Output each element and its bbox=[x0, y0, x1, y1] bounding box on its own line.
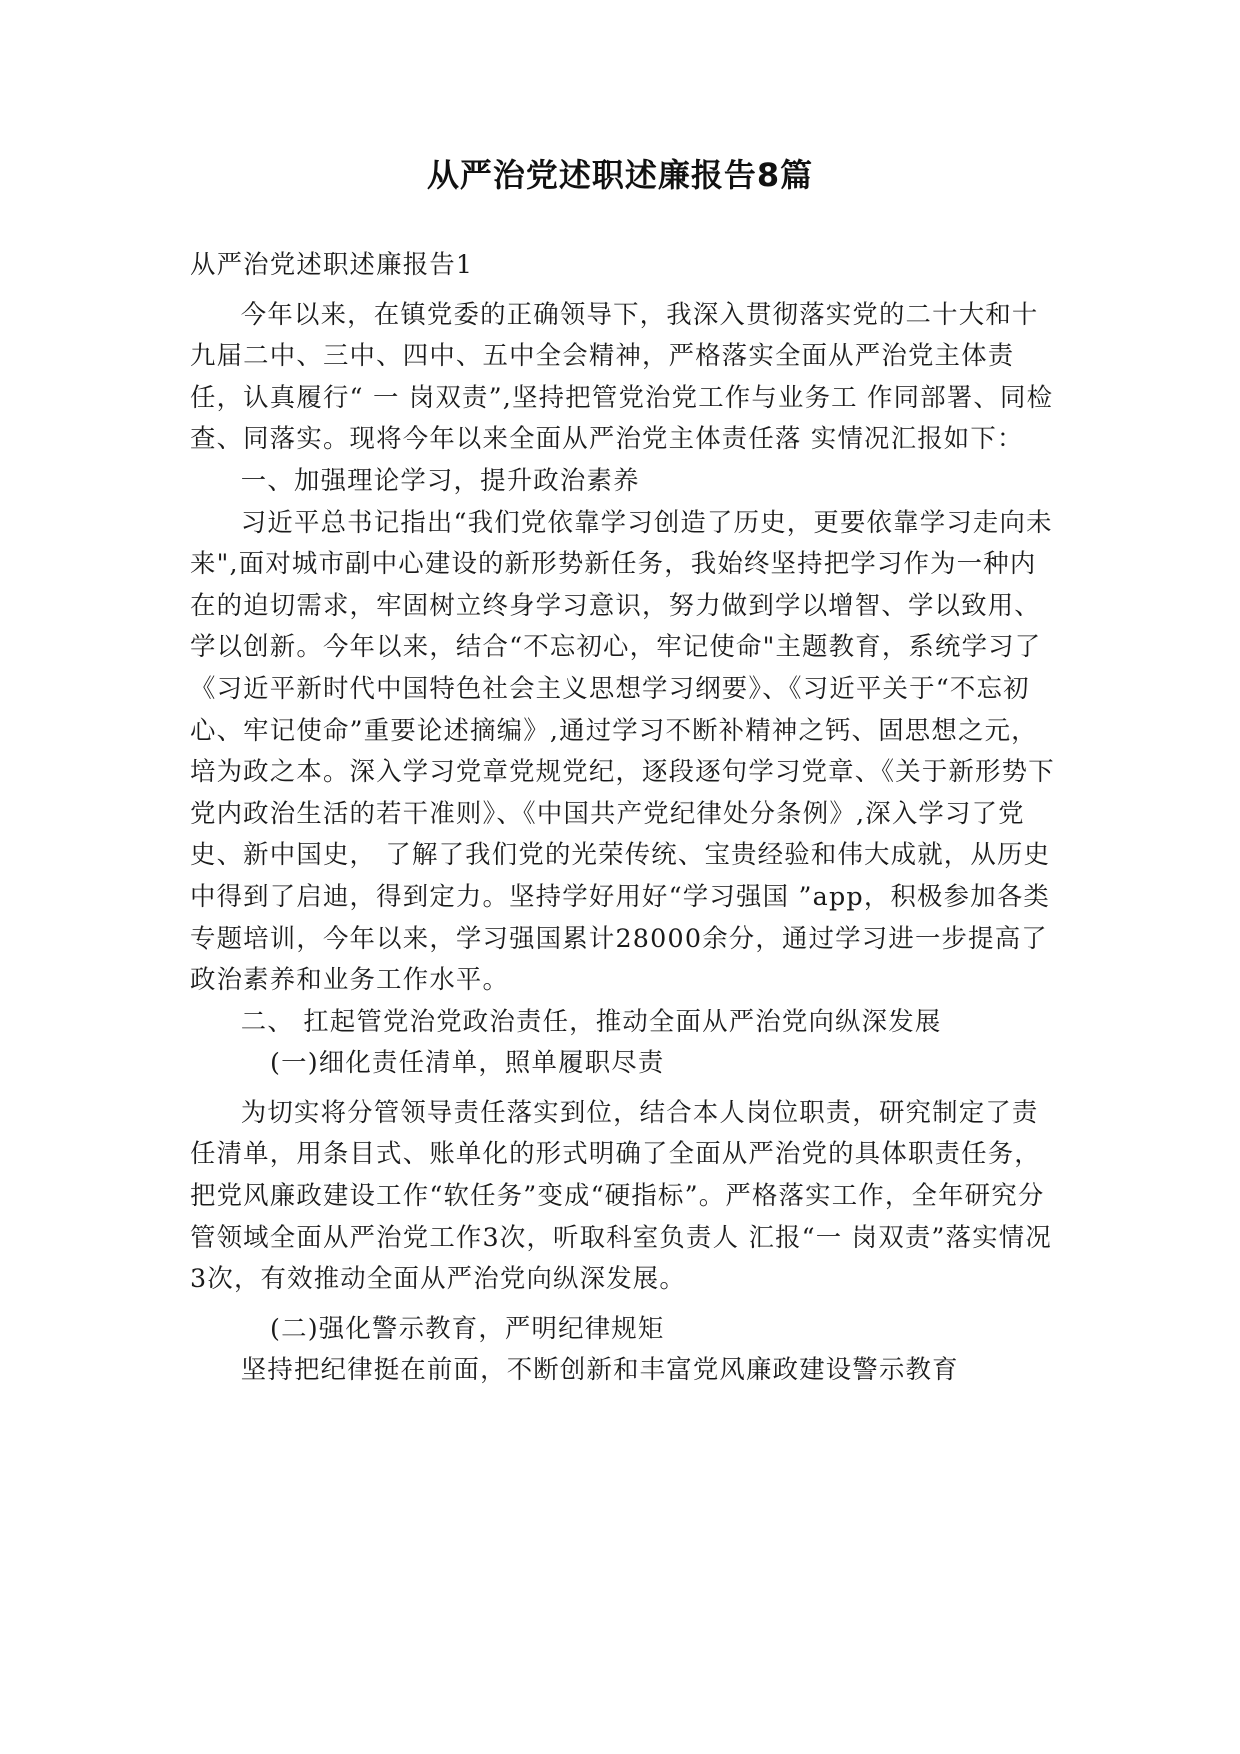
intro-paragraph: 今年以来，在镇党委的正确领导下，我深入贯彻落实党的二十大和十九届二中、三中、四中、五中全会精神，严格落实全面从严治党主体责任，认真履行“ 一 岗双责”,坚持把管党治党工作与业务工 作同部署、同检查、同落实。现将今年以来全面从严治党主体责任落 实情况汇报如下： bbox=[190, 298, 1054, 454]
section-heading-2: 二、 扛起管党治党政治责任，推动全面从严治党向纵深发展 bbox=[240, 1005, 942, 1036]
section-heading-1: 一、加强理论学习，提升政治素养 bbox=[240, 464, 640, 495]
subsection-heading-2-1: (一)细化责任清单，照单履职尽责 bbox=[270, 1047, 665, 1078]
document-body bbox=[190, 244, 1056, 1391]
subsection-heading-2-2: (二)强化警示教育，严明纪律规矩 bbox=[270, 1312, 665, 1343]
subsection-2-1-paragraph: 为切实将分管领导责任落实到位，结合本人岗位职责，研究制定了责任清单，用条目式、账单化的形式明确了全面从严治党的具体职责任务，把党风廉政建设工作“软任务”变成“硬指标”。严格落实工作，全年研究分管领域全面从严治党工作3次，听取科室负责人 汇报“一 岗双责”落实情况3次，有效推动全面从严治党向纵深发展。 bbox=[190, 1096, 1052, 1294]
section-1-paragraph: 习近平总书记指出“我们党依靠学习创造了历史，更要依靠学习走向未来",面对城市副中心建设的新形势新任务，我始终坚持把学习作为一种内在的迫切需求，牢固树立终身学习意识，努力做到学以增智、学以致用、学以创新。今年以来，结合“不忘初心，牢记使命"主题教育，系统学习了《习近平新时代中国特色社会主义思想学习纲要》、《习近平关于“不忘初心、牢记使命”重要论述摘编》,通过学习不断补精神之钙、固思想之元，培为政之本。深入学习党章党规党纪，逐段逐句学习党章、《关于新形势下党内政治生活的若干准则》、《中国共产党纪律处分条例》,深入学习了党史、新中国史， 了解了我们党的光荣传统、宝贵经验和伟大成就，从历史中得到了启迪，得到定力。坚持学好用好“学习强国 ”app，积极参加各类专题培训，今年以来，学习强国累计28000余分，通过学习进一步提高了政治素养和业务工作水平。 bbox=[190, 506, 1055, 995]
subsection-2-2-paragraph: 坚持把纪律挺在前面，不断创新和丰富党风廉政建设警示教育 bbox=[240, 1354, 959, 1385]
report-heading: 从严治党述职述廉报告1 bbox=[190, 249, 474, 279]
document-title: 从严治党述职述廉报告8篇 bbox=[426, 156, 814, 194]
